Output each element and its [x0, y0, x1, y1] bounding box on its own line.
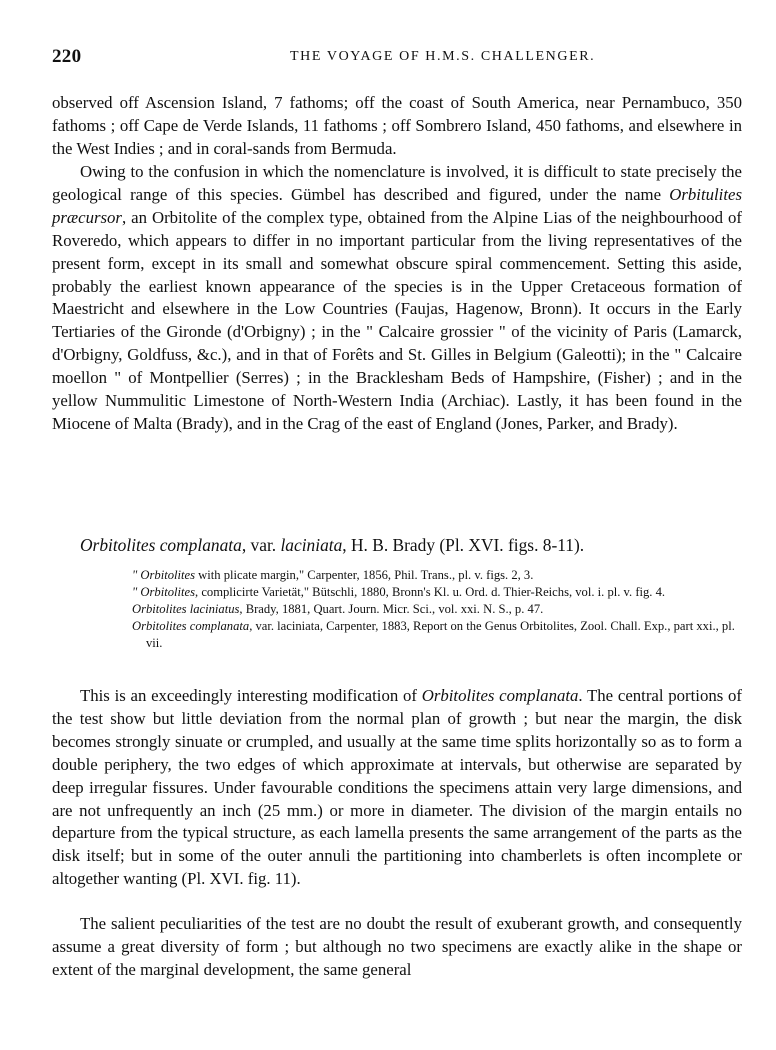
synonymy-entry: Orbitolites laciniatus, Brady, 1881, Quart. Journ. Micr. Sci., vol. xxi. N. S., p. 47.: [132, 602, 544, 616]
paragraph-geological-range: Owing to the confusion in which the nomenclature is involved, it is difficult to state precisely the geological range of this species. Gümbel has described and figured, under the name Orbitulites præcursor, an Orbitolite of the complex type, obtained from the Alpine Lias of the neighbourhood of Roveredo, which appears to differ in no important particular from the living representatives of the present form, except in its small and somewhat obscure spiral commencement. Setting this aside, probably the earliest known appearance of the species is in the Upper Cretaceous formation of Maestricht and elsewhere in the Low Countries (Faujas, Hagenow, Bronn). It occurs in the Early Tertiaries of the Gironde (d'Orbigny) ; in the " Calcaire grossier " of the vicinity of Paris (Lamarck, d'Orbigny, Goldfuss, &c.), and in that of Forêts and St. Gilles in Belgium (Galeotti); in the " Calcaire moellon " of Montpellier (Serres) ; in the Bracklesham Beds of Hampshire, (Fisher) ; and in the yellow Nummulitic Limestone of North-Western India (Archiac). Lastly, it has been found in the Miocene of Malta (Brady), and in the Crag of the east of England (Jones, Parker, and Brady).: [52, 162, 742, 433]
running-title: THE VOYAGE OF H.M.S. CHALLENGER.: [290, 49, 596, 64]
page-header: [52, 46, 740, 68]
species-name: Orbitolites complanata: [421, 686, 579, 705]
paragraph-peculiarities: The salient peculiarities of the test are no doubt the result of exuberant growth, and consequently assume a great diversity of form ; but although no two specimens are exactly alike in the shape or extent of the marginal development, the same general: [52, 914, 742, 979]
synonymy-list: [132, 567, 744, 652]
synonymy-entry: " Orbitolites, complicirte Varietät," Bütschli, 1880, Bronn's Kl. u. Ord. d. Thier-Reichs, vol. i. pl. v. fig. 4.: [132, 585, 666, 599]
synonymy-entry: Orbitolites complanata, var. laciniata, Carpenter, 1883, Report on the Genus Orbitolites, Zool. Chall. Exp., part xxi., pl. vii.: [132, 619, 735, 650]
paragraph-description: This is an exceedingly interesting modification of Orbitolites complanata. The central portions of the test show but little deviation from the normal plan of growth ; but near the margin, the disk becomes strongly sinuate or crumpled, and usually at the same time splits horizontally so as to form a double periphery, the two edges of which approximate at intervals, but otherwise are separated by deep irregular fissures. Under favourable conditions the specimens attain very large dimensions, and are not unfrequently an inch (25 mm.) or more in diameter. The division of the margin entails no departure from the typical structure, as each lamella presents the same arrangement of the parts as the disk itself; but in some of the outer annuli the partitioning into chamberlets is often incomplete or altogether wanting (Pl. XVI. fig. 11).: [52, 686, 742, 889]
species-heading: Orbitolites complanata, var. laciniata, H. B. Brady (Pl. XVI. figs. 8-11).: [80, 535, 585, 555]
page-number: 220: [52, 46, 82, 67]
paragraph-continuation: observed off Ascension Island, 7 fathoms; off the coast of South America, near Pernambuco, 350 fathoms ; off Cape de Verde Islands, 11 fathoms ; off Sombrero Island, 450 fathoms, and elsewhere in the West Indies ; and in coral-sands from Bermuda.: [52, 93, 742, 158]
synonymy-entry: " Orbitolites with plicate margin," Carpenter, 1856, Phil. Trans., pl. v. figs. 2, 3.: [132, 568, 534, 582]
species-name: Orbitulites præcursor: [52, 184, 742, 227]
